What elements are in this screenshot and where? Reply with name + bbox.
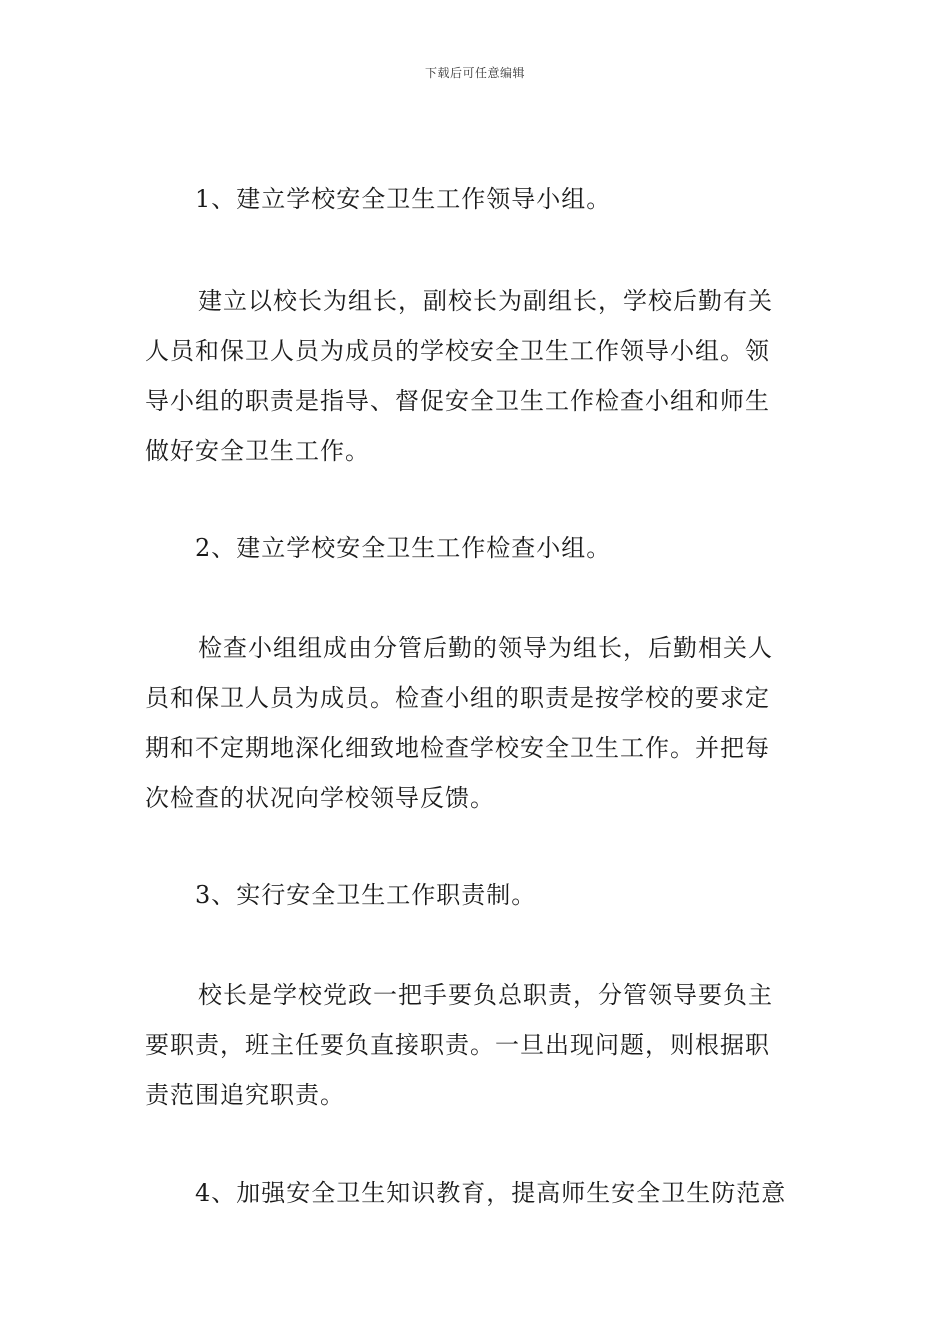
section-1-paragraph-line-3: 导小组的职责是指导、督促安全卫生工作检查小组和师生 [145,387,770,415]
section-1-paragraph-line-1: 建立以校长为组长，副校长为副组长，学校后勤有关 [198,287,773,315]
section-2-paragraph-line-3: 期和不定期地深化细致地检查学校安全卫生工作。并把每 [145,734,770,762]
section-2-paragraph-line-4: 次检查的状况向学校领导反馈。 [145,784,495,812]
section-1-paragraph-line-2: 人员和保卫人员为成员的学校安全卫生工作领导小组。领 [145,337,770,365]
page-header: 下载后可任意编辑 [424,66,525,80]
section-3-heading: 3、实行安全卫生工作职责制。 [195,881,537,909]
section-3-paragraph-line-1: 校长是学校党政一把手要负总职责，分管领导要负主 [198,981,773,1009]
section-3-paragraph-line-3: 责范围追究职责。 [145,1081,345,1109]
section-1-paragraph-line-4: 做好安全卫生工作。 [145,437,370,465]
section-4-heading: 4、加强安全卫生知识教育，提高师生安全卫生防范意 [195,1179,787,1207]
section-1-heading: 1、建立学校安全卫生工作领导小组。 [195,185,612,213]
section-2-paragraph-line-1: 检查小组组成由分管后勤的领导为组长，后勤相关人 [198,634,773,662]
section-2-paragraph-line-2: 员和保卫人员为成员。检查小组的职责是按学校的要求定 [145,684,770,712]
section-2-heading: 2、建立学校安全卫生工作检查小组。 [195,534,612,562]
section-3-paragraph-line-2: 要职责，班主任要负直接职责。一旦出现问题，则根据职 [145,1031,770,1059]
